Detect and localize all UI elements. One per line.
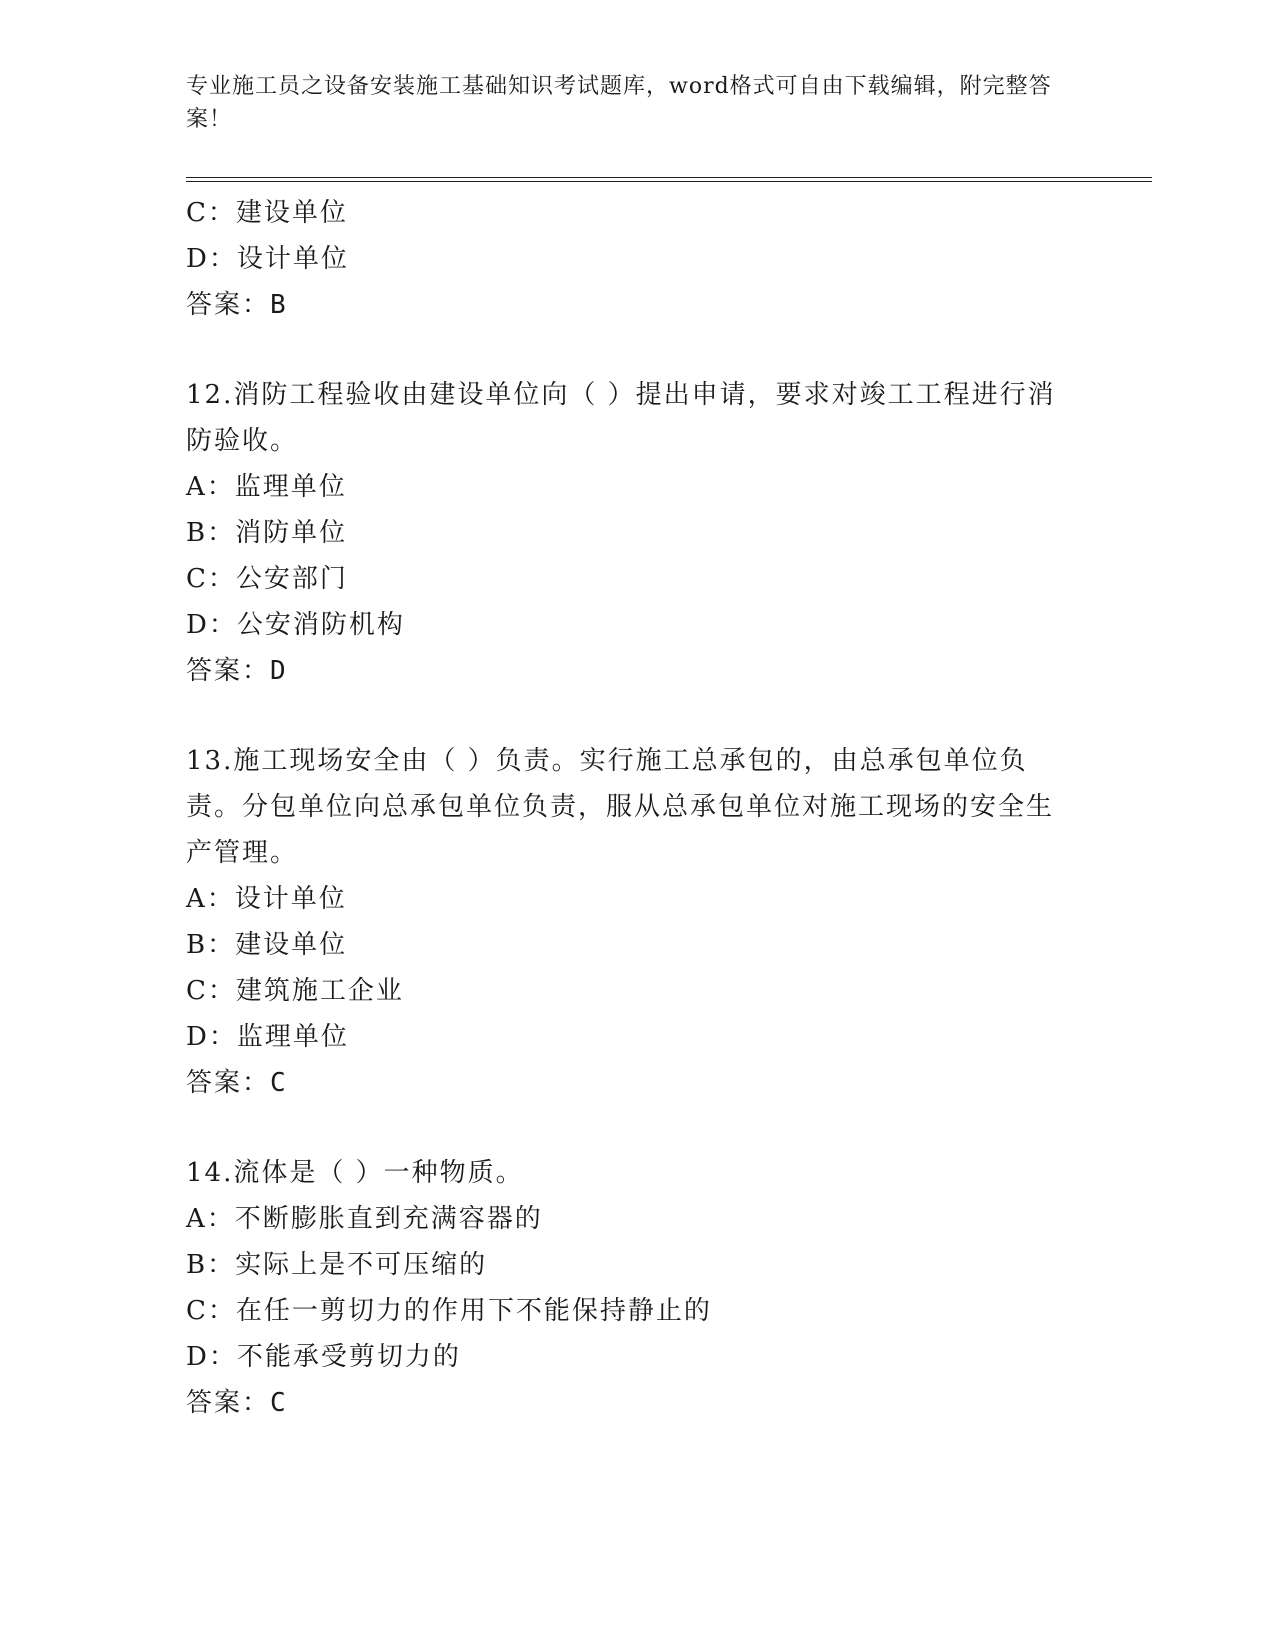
answer-line (186, 648, 1066, 694)
question-list (186, 190, 1066, 1426)
header-divider-top (186, 177, 1152, 178)
question-spacer (186, 694, 1066, 738)
question-11-continued (186, 190, 1066, 328)
option-c: C：建筑施工企业 (186, 976, 404, 1006)
question-text: 14.流体是（ ）一种物质。 (186, 1158, 524, 1188)
option-d: D：不能承受剪切力的 (186, 1342, 461, 1372)
question-spacer (186, 1106, 1066, 1150)
answer-value: C (270, 1388, 287, 1418)
answer-label: 答案： (186, 656, 271, 686)
question-text: 13.施工现场安全由（ ）负责。实行施工总承包的，由总承包单位负责。分包单位向总承包单位负责，服从总承包单位对施工现场的安全生产管理。 (186, 746, 1055, 868)
option-c: C：公安部门 (186, 564, 348, 594)
question-13 (186, 738, 1066, 1106)
answer-value: D (270, 656, 287, 686)
question-text: 12.消防工程验收由建设单位向（ ）提出申请，要求对竣工工程进行消防验收。 (186, 380, 1056, 456)
option-d: D：设计单位 (186, 244, 349, 274)
option-a: A：监理单位 (186, 472, 347, 502)
answer-value: B (270, 290, 287, 320)
document-header: 专业施工员之设备安装施工基础知识考试题库，word格式可自由下载编辑，附完整答案！ (186, 74, 1052, 132)
question-12 (186, 372, 1066, 694)
option-b: B：实际上是不可压缩的 (186, 1250, 488, 1280)
option-d: D：监理单位 (186, 1022, 349, 1052)
answer-label: 答案： (186, 290, 271, 320)
option-a: A：不断膨胀直到充满容器的 (186, 1204, 543, 1234)
answer-label: 答案： (186, 1388, 271, 1418)
question-14 (186, 1150, 1066, 1426)
option-c: C：在任一剪切力的作用下不能保持静止的 (186, 1296, 712, 1326)
answer-line (186, 282, 1066, 328)
option-d: D：公安消防机构 (186, 610, 405, 640)
header-divider-bottom (186, 181, 1152, 182)
answer-line (186, 1060, 1066, 1106)
option-c: C：建设单位 (186, 198, 348, 228)
option-a: A：设计单位 (186, 884, 347, 914)
answer-value: C (270, 1068, 287, 1098)
answer-line (186, 1380, 1066, 1426)
option-b: B：消防单位 (186, 518, 348, 548)
question-spacer (186, 328, 1066, 372)
answer-label: 答案： (186, 1068, 271, 1098)
option-b: B：建设单位 (186, 930, 348, 960)
